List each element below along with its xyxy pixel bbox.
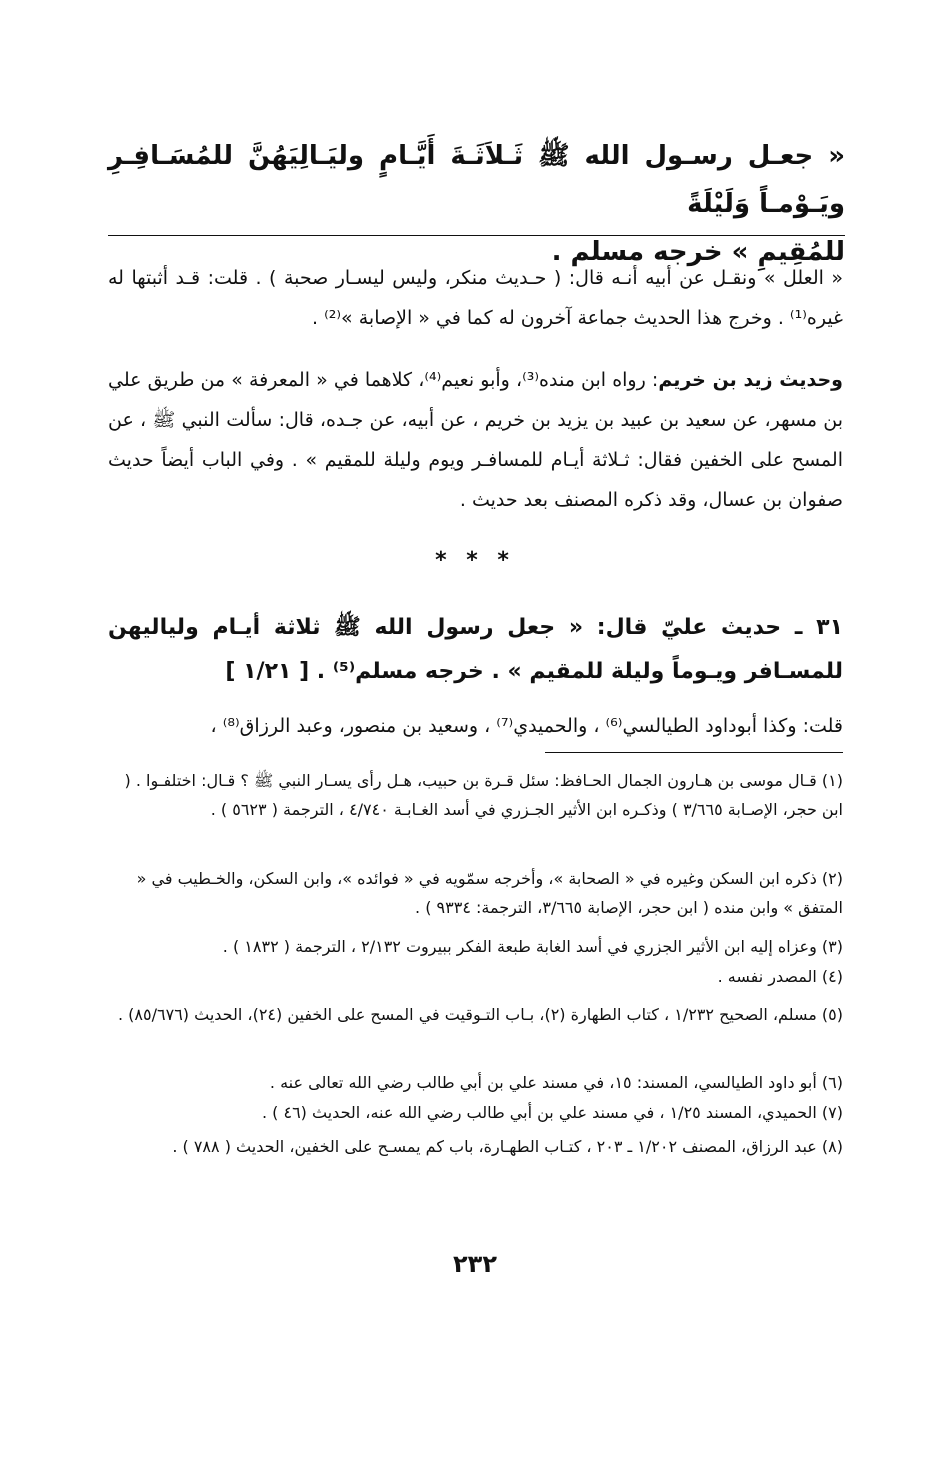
- footnote-text: أبو داود الطيالسي، المسند: ١٥، في مسند علي بن أبي طالب رضي الله تعالى عنه .: [269, 1073, 817, 1092]
- footnote-8: [108, 1132, 843, 1161]
- paragraph-body: : رواه ابن منده⁽³⁾، وأبو نعيم⁽⁴⁾، كلاهما في « المعرفة » من طريق علي بن مسهر، عن سعيد بن عبيد بن يزيد بن خريم ، عن أبيه، عن جـده، قال: سألت النبي ﷺ ، عن المسح على الخفين فقال: ثـلاثة أيـام للمسافـر ويوم وليلة للمقيم » . وفي الباب أيضاً حديث صفوان بن عسال، وقد ذكره المصنف بعد حديث .: [108, 369, 843, 511]
- footnote-5: [108, 1000, 843, 1029]
- footnote-6: [108, 1068, 843, 1097]
- paragraph-lead: وحديث زيد بن خريم: [658, 369, 843, 391]
- footnote-text: وعزاه إليه ابن الأثير الجزري في أسد الغابة طبعة الفكر ببيروت ٢/١٣٢ ، الترجمة ( ١٨٣٢ ) .: [222, 937, 817, 956]
- top-hadith-line-1: « جعـل رسـول الله ﷺ ثَـلاَثَـةَ أَيَّـامٍ وليَـالِيَهُنَّ للمُسَـافِـرِ ويَـوْمـاً وَلَيْلَةً: [108, 141, 845, 219]
- footnote-7: [108, 1098, 843, 1127]
- footnote-number: (٨): [821, 1137, 843, 1156]
- footnote-number: (٧): [821, 1103, 843, 1122]
- top-divider: [108, 235, 845, 236]
- page-number: ٢٣٢: [453, 1250, 497, 1278]
- footnote-2: [108, 864, 843, 922]
- footnote-number: (٦): [821, 1073, 843, 1092]
- footnote-divider: [545, 752, 843, 753]
- qult-paragraph: قلت: وكذا أبوداود الطيالسي⁽⁶⁾ ، والحميدي⁽⁷⁾ ، وسعيد بن منصور، وعبد الرزاق⁽⁸⁾ ،: [210, 715, 843, 737]
- paragraph-zayd-bin-khuraym: [108, 360, 843, 520]
- footnote-number: (٥): [821, 1005, 843, 1024]
- paragraph-ilal: « العلل » ونقـل عن أبيه أنـه قال: ( حـديث منكر، وليس ليسـار صحبة ) . قلت: قـد أثبتها له غيره⁽¹⁾ . وخرج هذا الحديث جماعة آخرون له كما في « الإصابة »⁽²⁾ .: [108, 267, 843, 329]
- footnote-text: المصدر نفسه .: [717, 967, 817, 986]
- footnote-text: الحميدي، المسند ١/٢٥ ، في مسند علي بن أبي طالب رضي الله عنه، الحديث (٤٦ ) .: [261, 1103, 817, 1122]
- top-hadith: [108, 132, 845, 276]
- footnote-number: (٤): [821, 967, 843, 986]
- footnote-number: (٢): [821, 869, 843, 888]
- footnote-3: [108, 932, 843, 961]
- top-hadith-line-2: للمُقِيمِ » خرجه مسلم .: [551, 237, 845, 267]
- footnote-text: مسلم، الصحيح ١/٢٣٢ ، كتاب الطهارة (٢)، بـاب التـوقيت في المسح على الخفين (٢٤)، الحديث (٨٥/٦٧٦) .: [118, 1005, 817, 1024]
- footnote-number: (٣): [821, 937, 843, 956]
- footnote-1: [108, 766, 843, 824]
- section-separator: * * *: [435, 548, 515, 573]
- footnote-text: قـال موسى بن هـارون الجمال الحـافظ: سئل قـرة بن حبيب، هـل رأى يسـار النبي ﷺ ؟ قـال: اختلفـوا . ( ابن حجر، الإصـابة ٣/٦٦٥ ) وذكـره ابن الأثير الجـزري في أسد الغـابـة ٤/٧٤٠ ، الترجمة ( ٥٦٢٣ ) .: [124, 771, 843, 819]
- hadith-31: ٣١ ـ حديث عليّ قال: « جعل رسول الله ﷺ ثلاثة أيـام ولياليهن للمسـافر ويـوماً وليلة للمقيم » . خرجه مسلم⁽⁵⁾ . [ ١/٢١ ]: [108, 615, 843, 684]
- footnote-text: عبد الرزاق، المصنف ١/٢٠٢ ـ ٢٠٣ ، كتـاب الطهـارة، باب كم يمسـح على الخفين، الحديث ( ٧٨٨ ) .: [172, 1137, 817, 1156]
- footnote-4: [108, 962, 843, 991]
- footnote-number: (١): [821, 771, 843, 790]
- footnote-text: ذكره ابن السكن وغيره في « الصحابة »، وأخرجه سمّويه في « فوائده »، وابن السكن، والخـطيب في « المتفق » وابن منده ( ابن حجر، الإصابة ٣/٦٦٥، الترجمة: ٩٣٣٤ ) .: [136, 869, 843, 917]
